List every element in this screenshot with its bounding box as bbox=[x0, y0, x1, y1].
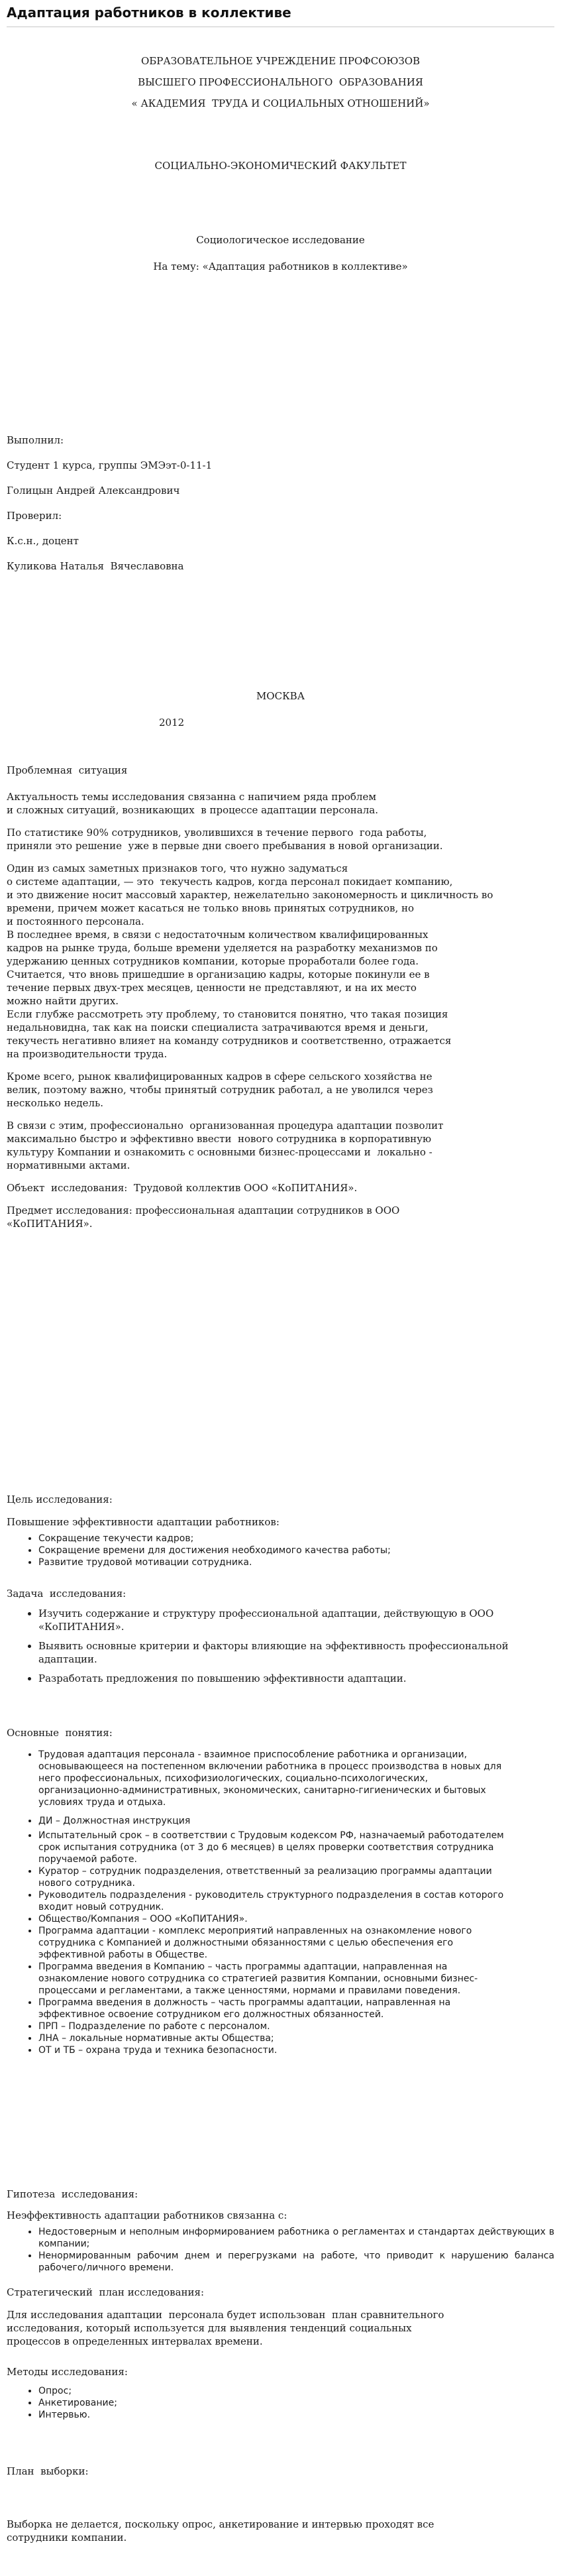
paragraph-line: В связи с этим, профессионально организованная процедура адаптации позволит bbox=[7, 1120, 444, 1132]
year: 2012 bbox=[159, 717, 185, 729]
hypothesis-section bbox=[7, 2188, 554, 2274]
paragraph-line: велик, поэтому важно, чтобы принятый сотрудник работал, а не уволился через bbox=[7, 1084, 433, 1096]
paragraph-line: кадров на рынке труда, больше времени уделяется на разработку механизмов по bbox=[7, 942, 438, 954]
institution-header bbox=[7, 54, 554, 110]
goal-heading: Цель исследования: bbox=[7, 1493, 113, 1505]
paragraph-line: Один из самых заметных признаков того, что нужно задуматься bbox=[7, 862, 348, 874]
goal-text: Повышение эффективности адаптации работников: bbox=[7, 1516, 280, 1528]
list-item: • Ненормированным рабочим днем и перегрузками на работе, что приводит к нарушению баланса рабочего/личного времени. bbox=[38, 2250, 554, 2274]
problem-section bbox=[7, 764, 554, 1230]
sampling-heading: План выборки: bbox=[7, 2465, 89, 2477]
list-item: • ДИ – Должностная инструкция bbox=[38, 1815, 508, 1827]
list-item: • Руководитель подразделения - руководитель структурного подразделения в состав которого входит новый сотрудник. bbox=[38, 1889, 508, 1913]
paragraph-line: Считается, что вновь пришедшие в организацию кадры, которые покинули ее в bbox=[7, 968, 430, 980]
paragraph-line: Выборка не делается, поскольку опрос, анкетирование и интервью проходят все bbox=[7, 2518, 434, 2530]
list-item: • Куратор – сотрудник подразделения, ответственный за реализацию программы адаптации нового сотрудника. bbox=[38, 1865, 508, 1889]
methods-list bbox=[7, 2385, 554, 2421]
student-name: Голицын Андрей Александрович bbox=[7, 485, 180, 497]
paragraph-line: недальновидна, так как на поиски специалиста затрачиваются время и деньги, bbox=[7, 1022, 429, 1033]
paragraph bbox=[7, 1070, 554, 1110]
research-subject: «КоПИТАНИЯ». bbox=[7, 1218, 93, 1230]
paragraph bbox=[7, 1119, 554, 1172]
list-item: • Развитие трудовой мотивации сотрудника. bbox=[38, 1556, 554, 1568]
list-item: • Изучить содержание и структуру профессиональной адаптации, действующую в ООО «КоПИТАНИЯ». bbox=[38, 1607, 515, 1633]
list-item: • Программа введения в Компанию – часть программы адаптации, направленная на ознакомление нового сотрудника со стратегией развития Компании, основными бизнес-процессами и регламентами, а также ценностями, нормами и правилами поведения. bbox=[38, 1961, 508, 1997]
list-item: • Программа адаптации - комплекс мероприятий направленных на ознакомление нового сотрудника с Компанией и должностными обязанностями с целью обеспечения его эффективной работы в Обществе. bbox=[38, 1925, 508, 1961]
paragraph-line: приняли это решение уже в первые дни своего пребывания в новой организации. bbox=[7, 840, 443, 852]
student-group: Студент 1 курса, группы ЭМЭэт-0-11-1 bbox=[7, 459, 213, 471]
paragraph-line: времени, причем может касаться не только вновь принятых сотрудников, но bbox=[7, 902, 415, 914]
checker-title: К.с.н., доцент bbox=[7, 535, 79, 547]
document-title: Адаптация работников в коллективе bbox=[7, 5, 291, 21]
paragraph-line: сотрудники компании. bbox=[7, 2532, 127, 2544]
sampling-section bbox=[7, 2465, 554, 2544]
plan-section bbox=[7, 2286, 554, 2348]
paragraph-line: о системе адаптации, — это текучесть кадров, когда персонал покидает компанию, bbox=[7, 876, 453, 888]
problem-heading: Проблемная ситуация bbox=[7, 764, 128, 776]
city: МОСКВА bbox=[256, 690, 305, 702]
paragraph-line: Если глубже рассмотреть эту проблему, то становится понятно, что такая позиция bbox=[7, 1008, 448, 1020]
checked-label: Проверил: bbox=[7, 510, 62, 522]
paragraph-line: и сложных ситуаций, возникающих в процессе адаптации персонала. bbox=[7, 804, 378, 816]
list-item: • Сокращение времени для достижения необходимого качества работы; bbox=[38, 1545, 554, 1556]
list-item: • Недостоверным и неполным информированием работника о регламентах и стандартах действующих в компании; bbox=[38, 2226, 554, 2250]
list-item: • ЛНА – локальные нормативные акты Общества; bbox=[38, 2032, 508, 2044]
paragraph-line: Для исследования адаптации персонала будет использован план сравнительного bbox=[7, 2309, 444, 2321]
institution-line: ВЫСШЕГО ПРОФЕССИОНАЛЬНОГО ОБРАЗОВАНИЯ bbox=[138, 76, 423, 88]
paragraph-line: По статистике 90% сотрудников, уволившихся в течение первого года работы, bbox=[7, 827, 427, 839]
checker-name: Куликова Наталья Вячеславовна bbox=[7, 560, 184, 572]
list-item: • Разработать предложения по повышению эффективности адаптации. bbox=[38, 1672, 515, 1685]
paragraph-line: и постоянного персонала. bbox=[7, 915, 144, 927]
paragraph-line: на производительности труда. bbox=[7, 1048, 168, 1060]
paragraph-line: процессов в определенных интервалах времени. bbox=[7, 2335, 263, 2347]
paragraph bbox=[7, 862, 554, 1061]
tasks-list bbox=[7, 1607, 554, 1685]
author-block bbox=[7, 434, 554, 573]
paragraph-line: максимально быстро и эффективно ввести нового сотрудника в корпоративную bbox=[7, 1133, 432, 1145]
tasks-section bbox=[7, 1587, 554, 1691]
study-topic: На тему: «Адаптация работников в коллективе» bbox=[153, 261, 408, 272]
hypothesis-text: Неэффективность адаптации работников связанна с: bbox=[7, 2209, 287, 2221]
list-item: • Выявить основные критерии и факторы влияющие на эффективность профессиональной адаптации. bbox=[38, 1639, 515, 1666]
institution-line: ОБРАЗОВАТЕЛЬНОЕ УЧРЕЖДЕНИЕ ПРОФСОЮЗОВ bbox=[140, 55, 421, 67]
list-item: • Общество/Компания – ООО «КоПИТАНИЯ». bbox=[38, 1913, 508, 1925]
list-item: • Трудовая адаптация персонала - взаимное приспособление работника и организации, основывающееся на постепенном включении работника в процесс производства в новых для него профессиональных, психофизиологических, социально-психологических, организационно-административных, экономических, санитарно-гигиенических и бытовых условиях труда и отдыха. bbox=[38, 1749, 508, 1808]
paragraph-line: удержанию ценных сотрудников компании, которые проработали более года. bbox=[7, 955, 419, 967]
list-item: • Опрос; bbox=[38, 2385, 554, 2397]
concepts-heading: Основные понятия: bbox=[7, 1727, 113, 1739]
faculty-name: СОЦИАЛЬНО-ЭКОНОМИЧЕСКИЙ ФАКУЛЬТЕТ bbox=[154, 160, 407, 172]
paragraph-line: и это движение носит массовый характер, нежелательно закономерность и цикличность во bbox=[7, 889, 493, 901]
paragraph-line: культуру Компании и ознакомить с основными бизнес-процессами и локально - bbox=[7, 1146, 433, 1158]
study-type: Социологическое исследование bbox=[196, 234, 365, 246]
list-item: • Сокращение текучести кадров; bbox=[38, 1533, 554, 1545]
research-subject: Предмет исследования: профессиональная адаптации сотрудников в ООО bbox=[7, 1204, 400, 1216]
list-item: • ПРП – Подразделение по работе с персоналом. bbox=[38, 2020, 508, 2032]
tasks-heading: Задача исследования: bbox=[7, 1588, 127, 1600]
paragraph-line: несколько недель. bbox=[7, 1097, 104, 1109]
list-item: • Испытательный срок – в соответствии с Трудовым кодексом РФ, назначаемый работодателем срок испытания сотрудника (от 3 до 6 месяцев) в целях проверки соответствия сотрудника поручаемой работе. bbox=[38, 1830, 508, 1865]
list-item: • ОТ и ТБ – охрана труда и техника безопасности. bbox=[38, 2044, 508, 2056]
hypothesis-list bbox=[7, 2226, 554, 2274]
paragraph-line: Актуальность темы исследования связанна с напичием ряда проблем bbox=[7, 791, 377, 803]
hypothesis-heading: Гипотеза исследования: bbox=[7, 2188, 138, 2200]
methods-heading: Методы исследования: bbox=[7, 2366, 128, 2378]
list-item: • Анкетирование; bbox=[38, 2397, 554, 2409]
paragraph-line: Кроме всего, рынок квалифицированных кадров в сфере сельского хозяйства не bbox=[7, 1071, 433, 1083]
goal-section bbox=[7, 1493, 554, 1568]
paragraph-line: нормативными актами. bbox=[7, 1159, 130, 1171]
concepts-list bbox=[7, 1749, 554, 2056]
paragraph-line: можно найти других. bbox=[7, 995, 119, 1007]
institution-line: « АКАДЕМИЯ ТРУДА И СОЦИАЛЬНЫХ ОТНОШЕНИЙ» bbox=[131, 97, 430, 109]
goal-list bbox=[7, 1533, 554, 1568]
list-item: • Программа введения в должность – часть программы адаптации, направленная на эффективное освоение сотрудником его должностных обязанностей. bbox=[38, 1997, 508, 2020]
paragraph-line: текучесть негативно влияет на команду сотрудников и соответственно, отражается bbox=[7, 1035, 452, 1047]
research-object: Объект исследования: Трудовой коллектив ООО «КоПИТАНИЯ». bbox=[7, 1182, 358, 1194]
plan-heading: Стратегический план исследования: bbox=[7, 2286, 205, 2298]
paragraph-line: исследования, который используется для выявления тенденций социальных bbox=[7, 2322, 412, 2334]
paragraph-line: В последнее время, в связи с недостаточным количеством квалифицированных bbox=[7, 929, 429, 941]
list-item: • Интервью. bbox=[38, 2409, 554, 2421]
concepts-section bbox=[7, 1726, 554, 2056]
paragraph-line: течение первых двух-трех месяцев, ценности не представляют, и на их место bbox=[7, 982, 417, 994]
performed-label: Выполнил: bbox=[7, 434, 64, 446]
methods-section bbox=[7, 2365, 554, 2421]
